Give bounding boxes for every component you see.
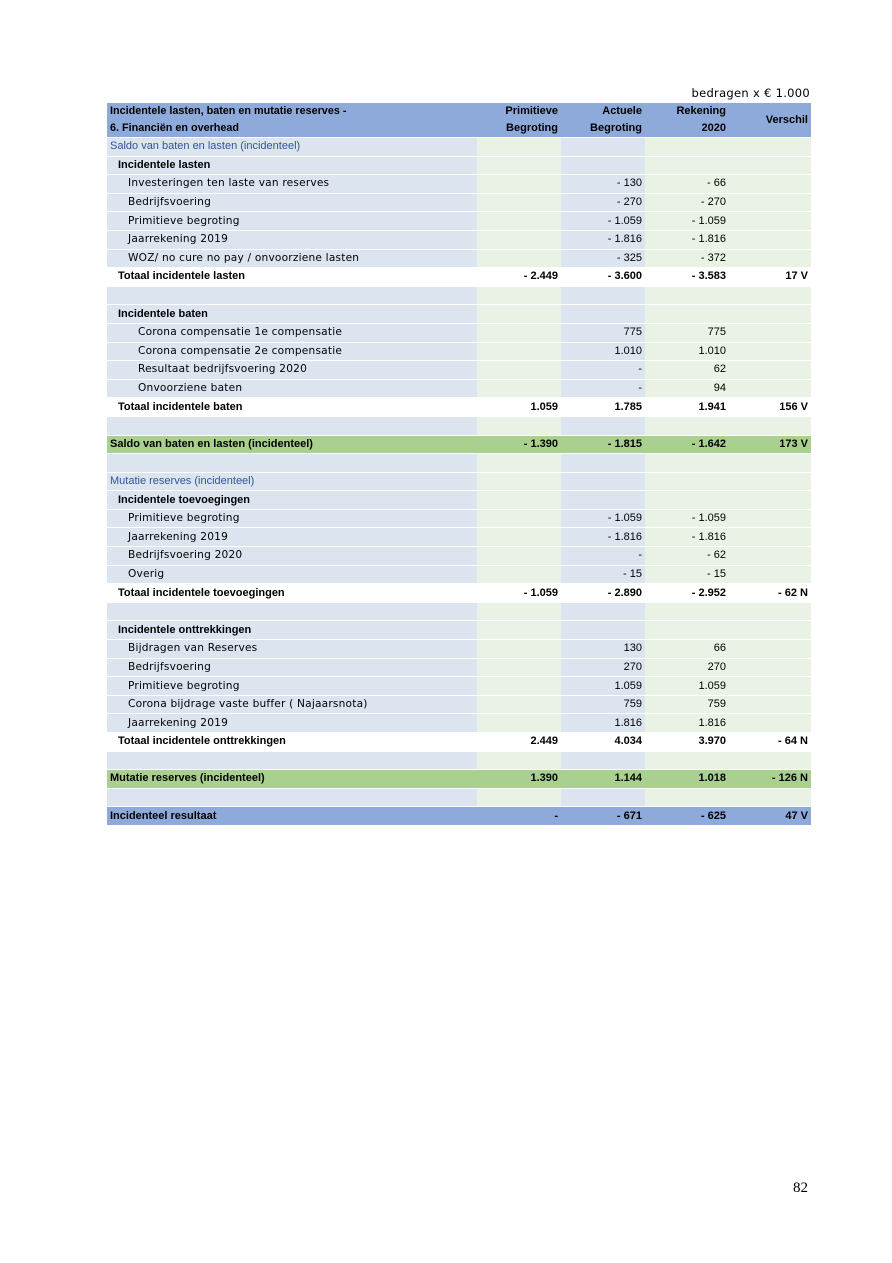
- cell-actuele-begroting: - 2.890: [561, 584, 645, 603]
- cell-rekening-2020: [645, 156, 729, 175]
- cell-actuele-begroting: [561, 156, 645, 175]
- cell-rekening-2020: - 1.816: [645, 230, 729, 249]
- cell-rekening-2020: [645, 472, 729, 491]
- cell-primitieve-begroting: [477, 658, 561, 677]
- column-header-rekening: [645, 103, 729, 138]
- cell-actuele-begroting: [561, 286, 645, 305]
- cell-primitieve-begroting: [477, 138, 561, 157]
- cell-rekening-2020: - 2.952: [645, 584, 729, 603]
- cell-rekening-2020: [645, 305, 729, 324]
- cell-rekening-2020: [645, 138, 729, 157]
- cell-primitieve-begroting: [477, 193, 561, 212]
- cell-primitieve-begroting: [477, 416, 561, 435]
- cell-actuele-begroting: 1.785: [561, 398, 645, 417]
- cell-actuele-begroting: - 3.600: [561, 268, 645, 287]
- cell-verschil: [729, 193, 811, 212]
- cell-verschil: [729, 565, 811, 584]
- cell-verschil: [729, 379, 811, 398]
- table-row: [107, 454, 811, 473]
- cell-rekening-2020: 270: [645, 658, 729, 677]
- cell-rekening-2020: - 270: [645, 193, 729, 212]
- cell-primitieve-begroting: [477, 640, 561, 659]
- table-row: [107, 621, 811, 640]
- column-header-verschil: Verschil: [729, 103, 811, 138]
- table-body: [107, 138, 811, 826]
- cell-actuele-begroting: - 1.816: [561, 528, 645, 547]
- row-label: Corona bijdrage vaste buffer ( Najaarsnota): [107, 695, 477, 714]
- cell-rekening-2020: - 1.816: [645, 528, 729, 547]
- cell-actuele-begroting: [561, 491, 645, 510]
- table-header-row: [107, 103, 811, 138]
- cell-verschil: - 64 N: [729, 733, 811, 752]
- financial-table: [107, 103, 811, 826]
- cell-rekening-2020: - 1.059: [645, 509, 729, 528]
- cell-actuele-begroting: 1.010: [561, 342, 645, 361]
- row-label: Investeringen ten laste van reserves: [107, 175, 477, 194]
- cell-rekening-2020: [645, 454, 729, 473]
- cell-actuele-begroting: - 325: [561, 249, 645, 268]
- table-row: [107, 807, 811, 826]
- table-row: [107, 695, 811, 714]
- table-row: [107, 175, 811, 194]
- row-label: WOZ/ no cure no pay / onvoorziene lasten: [107, 249, 477, 268]
- table-row: [107, 398, 811, 417]
- cell-actuele-begroting: [561, 602, 645, 621]
- row-label: Corona compensatie 1e compensatie: [107, 323, 477, 342]
- cell-primitieve-begroting: [477, 751, 561, 770]
- cell-rekening-2020: 3.970: [645, 733, 729, 752]
- cell-verschil: [729, 472, 811, 491]
- cell-rekening-2020: - 1.059: [645, 212, 729, 231]
- cell-verschil: [729, 342, 811, 361]
- cell-primitieve-begroting: [477, 677, 561, 696]
- table-row: [107, 379, 811, 398]
- row-label: Incidentele baten: [107, 305, 477, 324]
- table-row: [107, 528, 811, 547]
- cell-verschil: [729, 175, 811, 194]
- cell-primitieve-begroting: [477, 491, 561, 510]
- row-label: [107, 454, 477, 473]
- column-header-actuele-line1: Actuele: [602, 105, 642, 117]
- page-number: 82: [793, 1180, 808, 1196]
- column-header-actuele-line2: Begroting: [590, 122, 642, 134]
- cell-primitieve-begroting: [477, 621, 561, 640]
- cell-rekening-2020: - 15: [645, 565, 729, 584]
- cell-rekening-2020: [645, 751, 729, 770]
- cell-actuele-begroting: [561, 621, 645, 640]
- cell-rekening-2020: [645, 491, 729, 510]
- row-label: Incidenteel resultaat: [107, 807, 477, 826]
- table-title-line1: Incidentele lasten, baten en mutatie reserves -: [110, 105, 347, 117]
- row-label: Primitieve begroting: [107, 212, 477, 231]
- row-label: Jaarrekening 2019: [107, 528, 477, 547]
- cell-rekening-2020: - 62: [645, 547, 729, 566]
- table-row: [107, 323, 811, 342]
- table-row: [107, 658, 811, 677]
- cell-primitieve-begroting: [477, 212, 561, 231]
- table-row: [107, 361, 811, 380]
- cell-actuele-begroting: - 15: [561, 565, 645, 584]
- cell-actuele-begroting: -: [561, 547, 645, 566]
- row-label: Incidentele onttrekkingen: [107, 621, 477, 640]
- cell-rekening-2020: 1.018: [645, 770, 729, 789]
- row-label: Totaal incidentele onttrekkingen: [107, 733, 477, 752]
- row-label: [107, 286, 477, 305]
- cell-rekening-2020: 1.059: [645, 677, 729, 696]
- cell-actuele-begroting: [561, 751, 645, 770]
- cell-rekening-2020: [645, 788, 729, 807]
- row-label: Resultaat bedrijfsvoering 2020: [107, 361, 477, 380]
- cell-verschil: [729, 416, 811, 435]
- cell-primitieve-begroting: [477, 342, 561, 361]
- cell-actuele-begroting: 270: [561, 658, 645, 677]
- table-row: [107, 640, 811, 659]
- cell-rekening-2020: 62: [645, 361, 729, 380]
- cell-verschil: [729, 212, 811, 231]
- table-row: [107, 230, 811, 249]
- table-row: [107, 751, 811, 770]
- cell-actuele-begroting: - 270: [561, 193, 645, 212]
- cell-verschil: [729, 156, 811, 175]
- cell-actuele-begroting: -: [561, 361, 645, 380]
- row-label: [107, 416, 477, 435]
- cell-primitieve-begroting: [477, 323, 561, 342]
- cell-rekening-2020: [645, 602, 729, 621]
- cell-actuele-begroting: - 1.815: [561, 435, 645, 454]
- row-label: Saldo van baten en lasten (incidenteel): [107, 435, 477, 454]
- table-title-line2: 6. Financiën en overhead: [110, 122, 240, 134]
- cell-actuele-begroting: [561, 454, 645, 473]
- cell-verschil: [729, 677, 811, 696]
- cell-verschil: [729, 286, 811, 305]
- table-row: [107, 212, 811, 231]
- cell-rekening-2020: - 625: [645, 807, 729, 826]
- cell-rekening-2020: - 3.583: [645, 268, 729, 287]
- cell-rekening-2020: 94: [645, 379, 729, 398]
- table-row: [107, 156, 811, 175]
- cell-primitieve-begroting: [477, 305, 561, 324]
- row-label: Overig: [107, 565, 477, 584]
- table-row: [107, 416, 811, 435]
- cell-primitieve-begroting: [477, 286, 561, 305]
- cell-primitieve-begroting: [477, 602, 561, 621]
- row-label: Incidentele lasten: [107, 156, 477, 175]
- table-row: [107, 714, 811, 733]
- cell-actuele-begroting: 1.144: [561, 770, 645, 789]
- cell-primitieve-begroting: 2.449: [477, 733, 561, 752]
- row-label: Primitieve begroting: [107, 509, 477, 528]
- cell-actuele-begroting: - 1.059: [561, 509, 645, 528]
- cell-rekening-2020: 1.010: [645, 342, 729, 361]
- table-row: [107, 733, 811, 752]
- cell-verschil: - 126 N: [729, 770, 811, 789]
- cell-primitieve-begroting: 1.059: [477, 398, 561, 417]
- row-label: Totaal incidentele lasten: [107, 268, 477, 287]
- row-label: [107, 602, 477, 621]
- cell-actuele-begroting: - 671: [561, 807, 645, 826]
- table-row: [107, 472, 811, 491]
- row-label: Bedrijfsvoering 2020: [107, 547, 477, 566]
- column-header-actuele: [561, 103, 645, 138]
- cell-actuele-begroting: - 130: [561, 175, 645, 194]
- cell-verschil: 17 V: [729, 268, 811, 287]
- row-label: [107, 788, 477, 807]
- cell-primitieve-begroting: [477, 454, 561, 473]
- cell-verschil: [729, 323, 811, 342]
- column-header-rekening-line2: 2020: [701, 122, 726, 134]
- cell-verschil: 156 V: [729, 398, 811, 417]
- row-label: Corona compensatie 2e compensatie: [107, 342, 477, 361]
- table-row: [107, 286, 811, 305]
- row-label: Bijdragen van Reserves: [107, 640, 477, 659]
- cell-verschil: [729, 751, 811, 770]
- cell-verschil: [729, 788, 811, 807]
- table-row: [107, 193, 811, 212]
- table-title: [107, 103, 477, 138]
- cell-primitieve-begroting: [477, 788, 561, 807]
- cell-verschil: [729, 640, 811, 659]
- cell-primitieve-begroting: - 1.390: [477, 435, 561, 454]
- row-label: Bedrijfsvoering: [107, 193, 477, 212]
- row-label: Mutatie reserves (incidenteel): [107, 472, 477, 491]
- cell-actuele-begroting: [561, 788, 645, 807]
- table-row: [107, 138, 811, 157]
- cell-primitieve-begroting: [477, 714, 561, 733]
- cell-rekening-2020: - 1.642: [645, 435, 729, 454]
- table-row: [107, 249, 811, 268]
- cell-rekening-2020: 1.941: [645, 398, 729, 417]
- cell-verschil: [729, 695, 811, 714]
- column-header-primitieve-line1: Primitieve: [505, 105, 558, 117]
- cell-rekening-2020: - 66: [645, 175, 729, 194]
- cell-verschil: [729, 305, 811, 324]
- cell-actuele-begroting: 1.059: [561, 677, 645, 696]
- cell-verschil: [729, 621, 811, 640]
- cell-verschil: [729, 547, 811, 566]
- cell-verschil: [729, 361, 811, 380]
- table-row: [107, 491, 811, 510]
- cell-rekening-2020: 1.816: [645, 714, 729, 733]
- cell-primitieve-begroting: -: [477, 807, 561, 826]
- cell-actuele-begroting: [561, 472, 645, 491]
- cell-primitieve-begroting: [477, 175, 561, 194]
- cell-verschil: [729, 491, 811, 510]
- cell-verschil: [729, 454, 811, 473]
- row-label: Totaal incidentele toevoegingen: [107, 584, 477, 603]
- table-row: [107, 677, 811, 696]
- cell-primitieve-begroting: [477, 230, 561, 249]
- cell-verschil: [729, 509, 811, 528]
- table-row: [107, 584, 811, 603]
- cell-verschil: [729, 249, 811, 268]
- cell-primitieve-begroting: [477, 695, 561, 714]
- cell-primitieve-begroting: [477, 156, 561, 175]
- cell-verschil: [729, 658, 811, 677]
- row-label: Jaarrekening 2019: [107, 714, 477, 733]
- table-row: [107, 788, 811, 807]
- cell-verschil: - 62 N: [729, 584, 811, 603]
- cell-verschil: [729, 714, 811, 733]
- row-label: Mutatie reserves (incidenteel): [107, 770, 477, 789]
- cell-actuele-begroting: 4.034: [561, 733, 645, 752]
- cell-primitieve-begroting: 1.390: [477, 770, 561, 789]
- table-row: [107, 268, 811, 287]
- table-row: [107, 509, 811, 528]
- cell-primitieve-begroting: [477, 509, 561, 528]
- row-label: Bedrijfsvoering: [107, 658, 477, 677]
- cell-actuele-begroting: 759: [561, 695, 645, 714]
- table-row: [107, 547, 811, 566]
- cell-verschil: 173 V: [729, 435, 811, 454]
- cell-actuele-begroting: 775: [561, 323, 645, 342]
- cell-primitieve-begroting: [477, 565, 561, 584]
- row-label: Jaarrekening 2019: [107, 230, 477, 249]
- cell-actuele-begroting: - 1.816: [561, 230, 645, 249]
- cell-actuele-begroting: - 1.059: [561, 212, 645, 231]
- cell-actuele-begroting: 1.816: [561, 714, 645, 733]
- column-header-rekening-line1: Rekening: [676, 105, 726, 117]
- cell-verschil: 47 V: [729, 807, 811, 826]
- table-row: [107, 565, 811, 584]
- row-label: Totaal incidentele baten: [107, 398, 477, 417]
- cell-primitieve-begroting: [477, 472, 561, 491]
- row-label: Onvoorziene baten: [107, 379, 477, 398]
- row-label: Primitieve begroting: [107, 677, 477, 696]
- cell-actuele-begroting: [561, 138, 645, 157]
- cell-primitieve-begroting: [477, 361, 561, 380]
- cell-verschil: [729, 138, 811, 157]
- cell-rekening-2020: 66: [645, 640, 729, 659]
- cell-primitieve-begroting: - 2.449: [477, 268, 561, 287]
- row-label: Saldo van baten en lasten (incidenteel): [107, 138, 477, 157]
- cell-rekening-2020: [645, 621, 729, 640]
- cell-rekening-2020: 759: [645, 695, 729, 714]
- cell-actuele-begroting: [561, 305, 645, 324]
- unit-note: bedragen x € 1.000: [691, 86, 810, 100]
- row-label: [107, 751, 477, 770]
- cell-primitieve-begroting: [477, 379, 561, 398]
- table-row: [107, 305, 811, 324]
- cell-verschil: [729, 528, 811, 547]
- cell-actuele-begroting: -: [561, 379, 645, 398]
- cell-primitieve-begroting: [477, 249, 561, 268]
- cell-rekening-2020: [645, 286, 729, 305]
- table-row: [107, 602, 811, 621]
- cell-primitieve-begroting: - 1.059: [477, 584, 561, 603]
- table-row: [107, 770, 811, 789]
- cell-verschil: [729, 230, 811, 249]
- cell-actuele-begroting: 130: [561, 640, 645, 659]
- table-row: [107, 435, 811, 454]
- cell-primitieve-begroting: [477, 547, 561, 566]
- column-header-primitieve: [477, 103, 561, 138]
- cell-verschil: [729, 602, 811, 621]
- cell-primitieve-begroting: [477, 528, 561, 547]
- cell-rekening-2020: 775: [645, 323, 729, 342]
- row-label: Incidentele toevoegingen: [107, 491, 477, 510]
- column-header-primitieve-line2: Begroting: [506, 122, 558, 134]
- table-row: [107, 342, 811, 361]
- cell-rekening-2020: [645, 416, 729, 435]
- cell-rekening-2020: - 372: [645, 249, 729, 268]
- cell-actuele-begroting: [561, 416, 645, 435]
